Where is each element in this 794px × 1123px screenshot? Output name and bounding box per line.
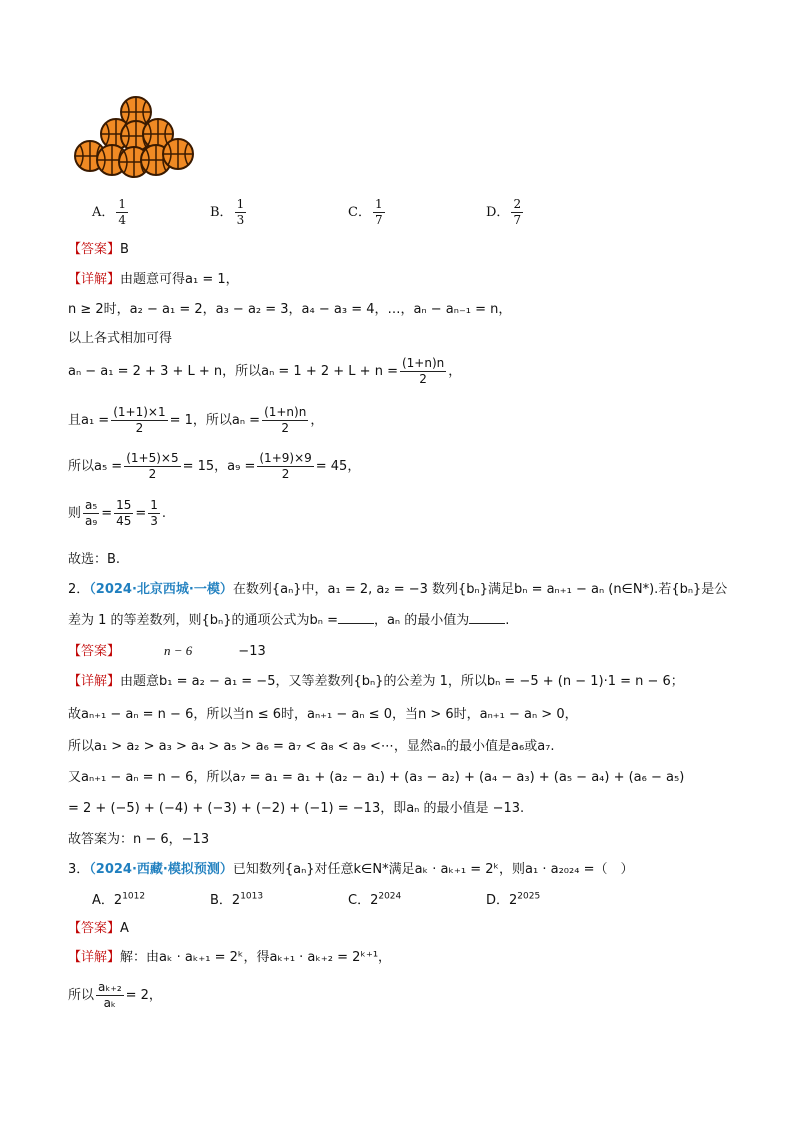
q1-answer: 【答案】B	[68, 242, 129, 257]
q2-answer: 【答案】 n − 6 −13	[68, 643, 266, 659]
q3-choice-c: C．$2^{2024}$	[348, 891, 402, 908]
q1-detail-line1: 【详解】由题意可得a₁ = 1，	[68, 272, 239, 287]
q1-conclusion: 故选：B.	[68, 552, 121, 567]
q3-detail-line1: 【详解】解：由aₖ · aₖ₊₁ = 2ᵏ，得aₖ₊₁ · aₖ₊₂ = 2ᵏ⁺¹，	[68, 950, 392, 965]
q1-detail-line3: 以上各式相加可得	[68, 331, 173, 346]
q1-choice-d: D． $\frac{2}{7}$	[486, 197, 522, 227]
q3-choice-b: B．$2^{1013}$	[210, 891, 264, 908]
q2-blank-1	[338, 611, 374, 624]
q2-stem-line2: 差为 1 的等差数列，则{bₙ}的通项公式为bₙ = ，aₙ 的最小值为 .	[68, 613, 510, 628]
q1-choice-c: C． $\frac{1}{7}$	[348, 197, 383, 227]
q1-detail-line2: n ≥ 2时，a₂ − a₁ = 2，a₃ − a₂ = 3，a₄ − a₃ = 4，…，aₙ − aₙ₋₁ = n，	[68, 302, 512, 317]
q2-detail-line1: 【详解】由题意b₁ = a₂ − a₁ = −5，又等差数列{bₙ}的公差为 1，所以bₙ = −5 + (n − 1)·1 = n − 6；	[68, 674, 684, 689]
q2-blank-2	[469, 611, 505, 624]
q3-choice-d: D．$2^{2025}$	[486, 891, 541, 908]
q1-detail-line4: aₙ − a₁ = 2 + 3 + L + n，所以aₙ = 1 + 2 + L + n = $\frac{(1+n)n}{2}$ ，	[68, 356, 462, 386]
q3-stem: 3．（2024·西藏·模拟预测）已知数列{aₙ}对任意k∈N*满足aₖ · aₖ₊₁ = 2ᵏ，则a₁ · a₂₀₂₄ =（ ）	[68, 862, 634, 877]
basketball-pile-icon	[70, 94, 200, 182]
q1-detail-line5: 且a₁ = $\frac{(1+1)\times 1}{2}$ = 1，所以aₙ = $\frac{(1+n)n}{2}$ ，	[68, 405, 324, 435]
q1-choice-b: B． $\frac{1}{3}$	[210, 197, 245, 227]
q3-detail-line2: 所以 $\frac{\text{aₖ₊₂}}{\text{aₖ}}$ = 2，	[68, 980, 162, 1010]
q1-choice-a: A． $\frac{1}{4}$	[92, 197, 127, 227]
q2-detail-line4: 又aₙ₊₁ − aₙ = n − 6，所以a₇ = a₁ = a₁ + (a₂ − a₁) + (a₃ − a₂) + (a₄ − a₃) + (a₅ − a₄) + (a₆ − a₅)	[68, 770, 685, 785]
q3-answer: 【答案】A	[68, 921, 129, 936]
q2-stem-line1: 2．（2024·北京西城·一模）在数列{aₙ}中，a₁ = 2, a₂ = −3 数列{bₙ}满足bₙ = aₙ₊₁ − aₙ (n∈N*).若{bₙ}是公	[68, 582, 728, 597]
q1-detail-line6: 所以a₅ = $\frac{(1+5)\times 5}{2}$ = 15，a₉ = $\frac{(1+9)\times 9}{2}$ = 45，	[68, 451, 361, 481]
q2-detail-line5: = 2 + (−5) + (−4) + (−3) + (−2) + (−1) = −13，即aₙ 的最小值是 −13.	[68, 801, 525, 816]
q2-conclusion: 故答案为：n − 6，−13	[68, 832, 210, 847]
q1-detail-line7: 则 $\frac{\text{a₅}}{\text{a₉}}$ = $\frac{15}{45}$ = $\frac{1}{3}$ .	[68, 498, 167, 528]
q3-choice-a: A．$2^{1012}$	[92, 891, 146, 908]
q2-detail-line3: 所以a₁ > a₂ > a₃ > a₄ > a₅ > a₆ = a₇ < a₈ < a₉ <⋯，显然aₙ的最小值是a₆或a₇.	[68, 739, 555, 754]
q2-detail-line2: 故aₙ₊₁ − aₙ = n − 6，所以当n ≤ 6时，aₙ₊₁ − aₙ ≤ 0，当n > 6时，aₙ₊₁ − aₙ > 0，	[68, 707, 578, 722]
